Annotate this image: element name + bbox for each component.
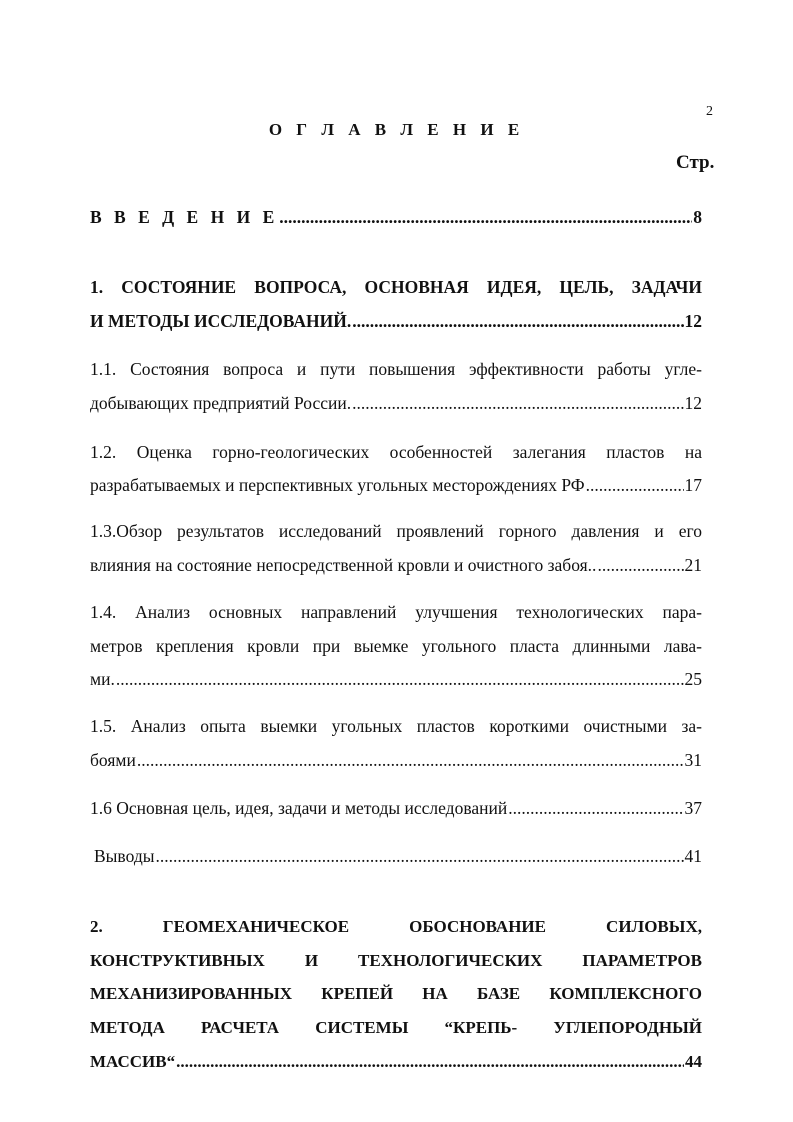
- toc-entry-page: 37: [684, 798, 702, 818]
- toc-entry-page: 17: [684, 475, 702, 495]
- page-title: О Г Л А В Л Е Н И Е: [268, 120, 525, 139]
- toc-entry-conclusions[interactable]: [90, 846, 702, 867]
- toc-section-2-line-3[interactable]: МЕХАНИЗИРОВАННЫХ КРЕПЕЙ НА БАЗЕ КОМПЛЕКСНОГО: [90, 984, 702, 1003]
- toc-section-2-line-4[interactable]: МЕТОДА РАСЧЕТА СИСТЕМЫ “КРЕПЬ- УГЛЕПОРОДНЫЙ: [90, 1018, 702, 1037]
- leader-dots: [508, 798, 683, 819]
- toc-entry-page: 21: [684, 555, 702, 575]
- toc-section-1[interactable]: [90, 311, 702, 332]
- leader-dots: [352, 393, 683, 414]
- page-column-label: Стр.: [676, 152, 715, 173]
- toc-section-2[interactable]: [90, 1052, 702, 1072]
- toc-entry-text: И МЕТОДЫ ИССЛЕДОВАНИЙ.: [90, 311, 352, 331]
- toc-entry-1-5[interactable]: [90, 750, 702, 771]
- toc-entry-page: 44: [685, 1052, 702, 1071]
- leader-dots: [137, 750, 684, 771]
- toc-entry-page: 12: [684, 311, 702, 331]
- toc-entry-1-3[interactable]: [90, 555, 702, 576]
- leader-dots: [586, 475, 684, 496]
- toc-entry-1-5-line-1[interactable]: 1.5. Анализ опыта выемки угольных пластов короткими очистными за-: [90, 716, 702, 736]
- toc-entry-1-4-line-1[interactable]: 1.4. Анализ основных направлений улучшения технологических пара-: [90, 602, 702, 622]
- toc-entry-1-2[interactable]: [90, 475, 702, 496]
- leader-dots: [597, 555, 683, 576]
- toc-entry-page: 31: [684, 750, 702, 770]
- toc-entry-text: ми.: [90, 669, 115, 689]
- leader-dots: [176, 1052, 684, 1072]
- toc-entry-intro[interactable]: [90, 207, 702, 228]
- toc-entry-text: МАССИВ“: [90, 1052, 176, 1071]
- toc-entry-page: 8: [693, 207, 702, 227]
- toc-entry-1-4[interactable]: [90, 669, 702, 690]
- toc-entry-page: 25: [684, 669, 702, 689]
- toc-entry-1-1-line-1[interactable]: 1.1. Состояния вопроса и пути повышения эффективности работы угле-: [90, 359, 702, 379]
- toc-entry-text: добывающих предприятий России.: [90, 393, 352, 413]
- toc-entry-text: В В Е Д Е Н И Е: [90, 207, 279, 227]
- toc-entry-text: влияния на состояние непосредственной кровли и очистного забоя..: [90, 555, 597, 575]
- toc-entry-page: 41: [684, 846, 702, 866]
- toc-entry-text: разрабатываемых и перспективных угольных месторождениях РФ: [90, 475, 585, 495]
- page-number: 2: [706, 104, 713, 119]
- toc-entry-1-2-line-1[interactable]: 1.2. Оценка горно-геологических особенностей залегания пластов на: [90, 442, 702, 462]
- toc-entry-page: 12: [684, 393, 702, 413]
- toc-section-1-line-1[interactable]: 1. СОСТОЯНИЕ ВОПРОСА, ОСНОВНАЯ ИДЕЯ, ЦЕЛЬ, ЗАДАЧИ: [90, 277, 702, 297]
- toc-entry-text: боями: [90, 750, 136, 770]
- toc-entry-text: Выводы: [94, 846, 155, 866]
- toc-entry-1-3-line-1[interactable]: 1.3.Обзор результатов исследований проявлений горного давления и его: [90, 521, 702, 541]
- toc-entry-text: 1.6 Основная цель, идея, задачи и методы исследований: [90, 798, 508, 818]
- toc-section-2-line-1[interactable]: 2. ГЕОМЕХАНИЧЕСКОЕ ОБОСНОВАНИЕ СИЛОВЫХ,: [90, 917, 702, 936]
- leader-dots: [155, 846, 683, 867]
- leader-dots: [352, 311, 683, 332]
- toc-section-2-line-2[interactable]: КОНСТРУКТИВНЫХ И ТЕХНОЛОГИЧЕСКИХ ПАРАМЕТРОВ: [90, 951, 702, 970]
- toc-entry-1-1[interactable]: [90, 393, 702, 414]
- leader-dots: [116, 669, 684, 690]
- leader-dots: [279, 207, 692, 228]
- toc-entry-1-6[interactable]: [90, 798, 702, 819]
- toc-entry-1-4-line-2[interactable]: метров крепления кровли при выемке угольного пласта длинными лава-: [90, 636, 702, 656]
